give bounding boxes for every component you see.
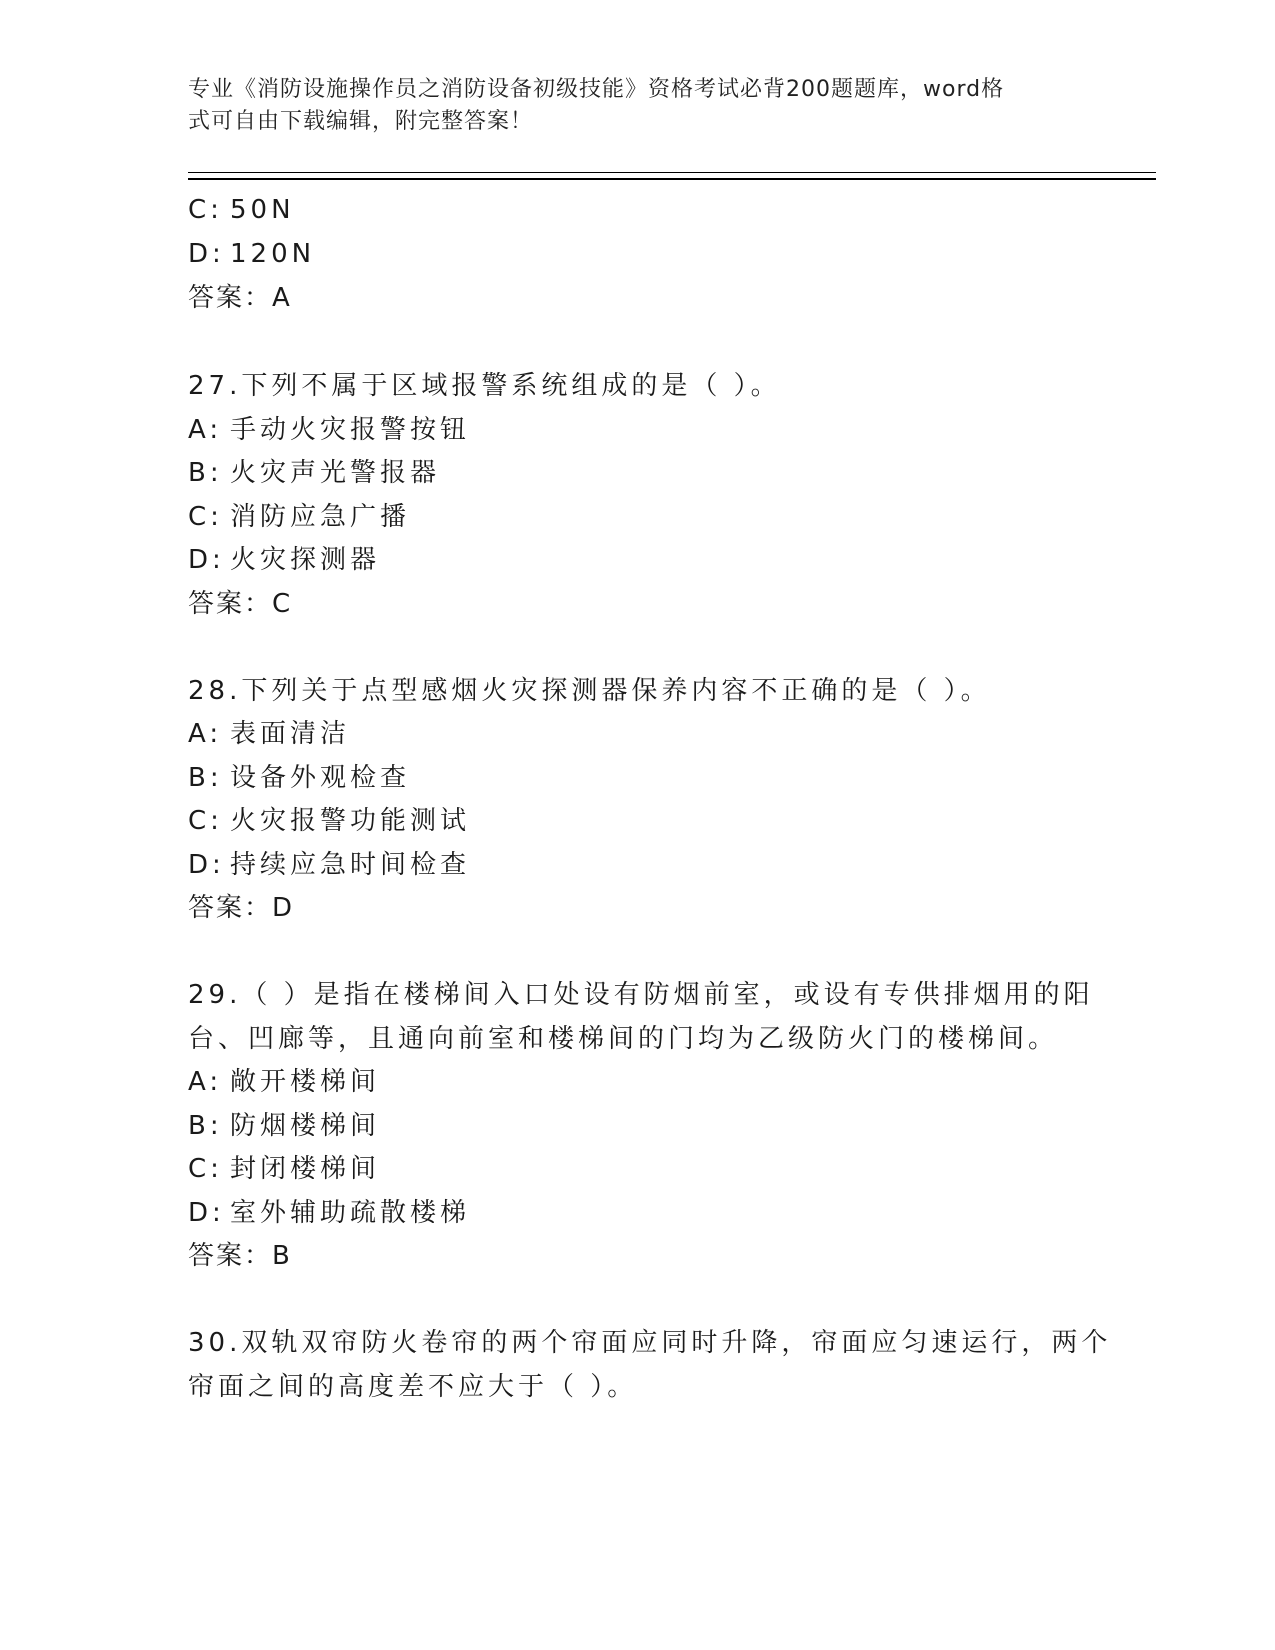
option-key: D:: [188, 239, 225, 269]
option-text: 手动火灾报警按钮: [230, 415, 471, 445]
option-key: D:: [188, 850, 225, 880]
option-key: A:: [188, 415, 223, 445]
document-header: [188, 74, 1068, 138]
option-line: [188, 501, 410, 533]
option-line: [188, 544, 380, 576]
header-divider-thick: [188, 178, 1156, 180]
option-key: B:: [188, 1111, 223, 1141]
option-text: 消防应急广播: [230, 502, 411, 532]
option-line: [188, 1066, 380, 1098]
option-text: 敞开楼梯间: [230, 1067, 381, 1097]
option-key: D:: [188, 1198, 225, 1228]
option-text: 设备外观检查: [230, 763, 411, 793]
option-line: [188, 457, 440, 489]
option-text: 持续应急时间检查: [230, 850, 471, 880]
option-key: A:: [188, 719, 223, 749]
header-line-2: 式可自由下载编辑，附完整答案！: [188, 109, 534, 134]
option-line: [188, 849, 470, 881]
option-text: 火灾声光警报器: [230, 458, 441, 488]
option-text: 火灾报警功能测试: [230, 806, 471, 836]
option-key: B:: [188, 458, 223, 488]
option-key: C:: [188, 502, 223, 532]
option-line: [188, 718, 350, 750]
option-text: 120N: [230, 239, 316, 269]
question-stem: 27.下列不属于区域报警系统组成的是（ ）。: [188, 371, 781, 401]
question-stem-continued: 帘面之间的高度差不应大于（ ）。: [188, 1372, 638, 1402]
option-text: 表面清洁: [230, 719, 351, 749]
option-key: B:: [188, 763, 223, 793]
option-line: [188, 1110, 380, 1142]
option-line: [188, 238, 315, 270]
option-line: [188, 1153, 380, 1185]
option-text: 防烟楼梯间: [230, 1111, 381, 1141]
question-stem: 29.（ ）是指在楼梯间入口处设有防烟前室，或设有专供排烟用的阳: [188, 980, 1094, 1010]
option-line: [188, 762, 410, 794]
option-key: C:: [188, 806, 223, 836]
option-text: 50N: [230, 195, 295, 225]
question-stem-continued: 台、凹廊等，且通向前室和楼梯间的门均为乙级防火门的楼梯间。: [188, 1024, 1059, 1054]
option-text: 火灾探测器: [230, 545, 381, 575]
answer-line: 答案：C: [188, 589, 293, 619]
answer-line: 答案：A: [188, 283, 292, 313]
header-divider-thin: [188, 172, 1156, 173]
option-text: 封闭楼梯间: [230, 1154, 381, 1184]
header-line-1: 专业《消防设施操作员之消防设备初级技能》资格考试必背200题题库，word格: [188, 77, 1005, 102]
option-line: [188, 194, 295, 226]
answer-line: 答案：D: [188, 893, 295, 923]
option-line: [188, 414, 470, 446]
option-key: A:: [188, 1067, 223, 1097]
option-key: D:: [188, 545, 225, 575]
option-text: 室外辅助疏散楼梯: [230, 1198, 471, 1228]
option-line: [188, 1197, 470, 1229]
question-stem: 30.双轨双帘防火卷帘的两个帘面应同时升降，帘面应匀速运行，两个: [188, 1328, 1112, 1358]
option-key: C:: [188, 1154, 223, 1184]
answer-line: 答案：B: [188, 1241, 292, 1271]
option-line: [188, 805, 470, 837]
option-key: C:: [188, 195, 223, 225]
question-stem: 28.下列关于点型感烟火灾探测器保养内容不正确的是（ ）。: [188, 676, 991, 706]
